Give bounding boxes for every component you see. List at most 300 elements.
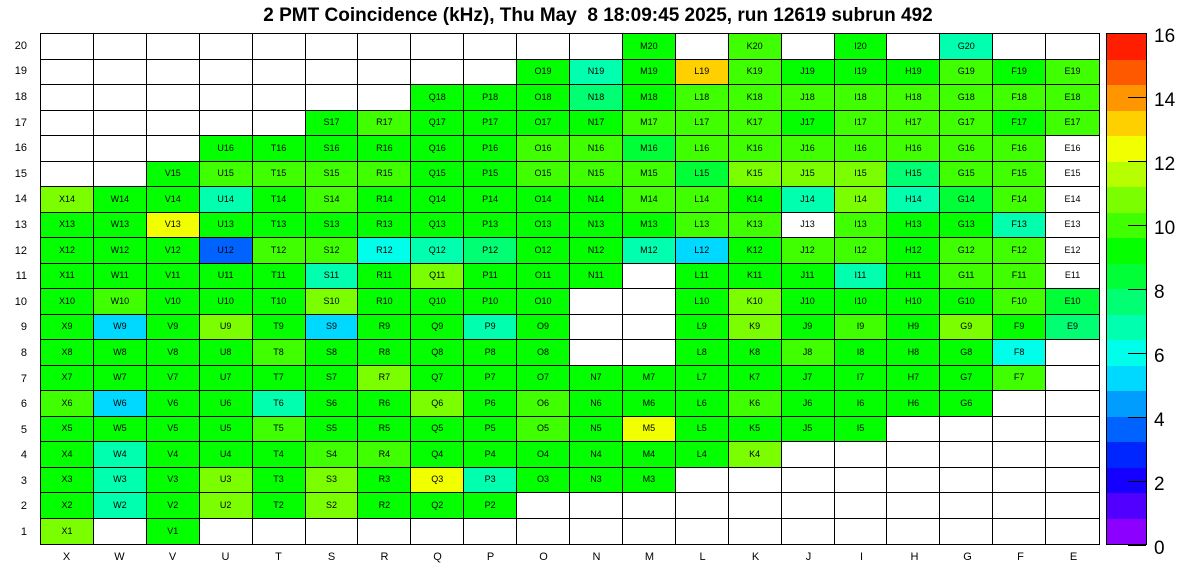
cell-H6: H6 [887, 391, 940, 417]
cell-K3 [729, 468, 782, 494]
cell-L14: L14 [676, 187, 729, 213]
x-axis-label-U: U [221, 551, 230, 563]
cell-J2 [782, 493, 835, 519]
cell-R8: R8 [358, 340, 411, 366]
cell-L13: L13 [676, 213, 729, 239]
cell-P16: P16 [464, 136, 517, 162]
cell-O20 [517, 34, 570, 60]
y-axis-label-3: 3 [20, 474, 27, 487]
cell-H4 [887, 442, 940, 468]
cell-E13: E13 [1046, 213, 1099, 239]
cell-J1 [782, 519, 835, 545]
colorbar-band-0 [1107, 519, 1146, 545]
cell-J11: J11 [782, 264, 835, 290]
cell-T9: T9 [253, 315, 306, 341]
colorbar-band-10 [1107, 264, 1146, 290]
cell-T2: T2 [253, 493, 306, 519]
cell-S6: S6 [306, 391, 359, 417]
cell-O19: O19 [517, 60, 570, 86]
cell-G6: G6 [940, 391, 993, 417]
cell-S17: S17 [306, 111, 359, 137]
colorbar-tick-label-10: 10 [1154, 218, 1176, 239]
cell-F14: F14 [993, 187, 1046, 213]
cell-K16: K16 [729, 136, 782, 162]
cell-X19 [41, 60, 94, 86]
cell-X16 [41, 136, 94, 162]
cell-R7: R7 [358, 366, 411, 392]
cell-I8: I8 [835, 340, 888, 366]
cell-M18: M18 [623, 85, 676, 111]
colorbar-band-11 [1107, 238, 1146, 264]
cell-V11: V11 [147, 264, 200, 290]
cell-E8 [1046, 340, 1099, 366]
cell-N3: N3 [570, 468, 623, 494]
cell-L16: L16 [676, 136, 729, 162]
cell-H13: H13 [887, 213, 940, 239]
cell-E1 [1046, 519, 1099, 545]
cell-K1 [729, 519, 782, 545]
cell-H17: H17 [887, 111, 940, 137]
cell-S8: S8 [306, 340, 359, 366]
cell-X9: X9 [41, 315, 94, 341]
cell-T17 [253, 111, 306, 137]
x-axis-label-G: G [963, 551, 972, 563]
cell-O16: O16 [517, 136, 570, 162]
cell-M9 [623, 315, 676, 341]
cell-H3 [887, 468, 940, 494]
colorbar-band-13 [1107, 187, 1146, 213]
cell-V1: V1 [147, 519, 200, 545]
cell-T3: T3 [253, 468, 306, 494]
colorbar-band-18 [1107, 60, 1146, 86]
cell-E19: E19 [1046, 60, 1099, 86]
cell-V17 [147, 111, 200, 137]
cell-S3: S3 [306, 468, 359, 494]
cell-M16: M16 [623, 136, 676, 162]
x-axis-label-Q: Q [433, 551, 442, 563]
y-axis-label-20: 20 [14, 39, 27, 52]
cell-I20: I20 [835, 34, 888, 60]
y-axis-label-9: 9 [20, 321, 27, 334]
cell-N18: N18 [570, 85, 623, 111]
x-axis-label-V: V [168, 551, 177, 563]
cell-S16: S16 [306, 136, 359, 162]
cell-G18: G18 [940, 85, 993, 111]
cell-S15: S15 [306, 162, 359, 188]
cell-W6: W6 [94, 391, 147, 417]
y-axis-label-13: 13 [14, 218, 27, 231]
cell-K4: K4 [729, 442, 782, 468]
cell-M20: M20 [623, 34, 676, 60]
cell-R18 [358, 85, 411, 111]
cell-K7: K7 [729, 366, 782, 392]
x-axis-label-H: H [910, 551, 919, 563]
cell-R17: R17 [358, 111, 411, 137]
cell-J13: J13 [782, 213, 835, 239]
colorbar-tick-label-0: 0 [1154, 538, 1165, 559]
cell-R6: R6 [358, 391, 411, 417]
cell-P10: P10 [464, 289, 517, 315]
cell-N2 [570, 493, 623, 519]
cell-R19 [358, 60, 411, 86]
cell-X2: X2 [41, 493, 94, 519]
cell-T14: T14 [253, 187, 306, 213]
cell-L6: L6 [676, 391, 729, 417]
x-axis-label-E: E [1069, 551, 1078, 563]
cell-O2 [517, 493, 570, 519]
cell-P7: P7 [464, 366, 517, 392]
cell-F7: F7 [993, 366, 1046, 392]
cell-J17: J17 [782, 111, 835, 137]
cell-K12: K12 [729, 238, 782, 264]
cell-S5: S5 [306, 417, 359, 443]
cell-V7: V7 [147, 366, 200, 392]
cell-H1 [887, 519, 940, 545]
cell-W7: W7 [94, 366, 147, 392]
cell-T7: T7 [253, 366, 306, 392]
colorbar-tick-label-6: 6 [1154, 346, 1165, 367]
cell-V18 [147, 85, 200, 111]
cell-V9: V9 [147, 315, 200, 341]
cell-Q10: Q10 [411, 289, 464, 315]
cell-N9 [570, 315, 623, 341]
cell-O6: O6 [517, 391, 570, 417]
cell-V6: V6 [147, 391, 200, 417]
cell-P18: P18 [464, 85, 517, 111]
cell-O4: O4 [517, 442, 570, 468]
cell-U2: U2 [200, 493, 253, 519]
cell-G7: G7 [940, 366, 993, 392]
x-axis-label-N: N [592, 551, 601, 563]
cell-Q15: Q15 [411, 162, 464, 188]
cell-E17: E17 [1046, 111, 1099, 137]
colorbar-band-4 [1107, 417, 1146, 443]
cell-K20: K20 [729, 34, 782, 60]
cell-J7: J7 [782, 366, 835, 392]
cell-W19 [94, 60, 147, 86]
colorbar-tick-2 [1128, 481, 1146, 482]
cell-Q13: Q13 [411, 213, 464, 239]
cell-X3: X3 [41, 468, 94, 494]
cell-I6: I6 [835, 391, 888, 417]
cell-S18 [306, 85, 359, 111]
cell-M8 [623, 340, 676, 366]
cell-F3 [993, 468, 1046, 494]
cell-H18: H18 [887, 85, 940, 111]
cell-P14: P14 [464, 187, 517, 213]
cell-L18: L18 [676, 85, 729, 111]
cell-J20 [782, 34, 835, 60]
cell-Q2: Q2 [411, 493, 464, 519]
cell-K14: K14 [729, 187, 782, 213]
cell-S20 [306, 34, 359, 60]
cell-J6: J6 [782, 391, 835, 417]
cell-X4: X4 [41, 442, 94, 468]
cell-P19 [464, 60, 517, 86]
cell-Q14: Q14 [411, 187, 464, 213]
cell-Q1 [411, 519, 464, 545]
cell-W20 [94, 34, 147, 60]
x-axis-label-W: W [114, 551, 125, 563]
cell-N16: N16 [570, 136, 623, 162]
colorbar-tick-0 [1128, 545, 1146, 546]
cell-I3 [835, 468, 888, 494]
cell-J9: J9 [782, 315, 835, 341]
cell-T19 [253, 60, 306, 86]
cell-E11: E11 [1046, 264, 1099, 290]
cell-O17: O17 [517, 111, 570, 137]
colorbar-tick-12 [1128, 161, 1146, 162]
cell-N1 [570, 519, 623, 545]
cell-J14: J14 [782, 187, 835, 213]
cell-P11: P11 [464, 264, 517, 290]
cell-Q8: Q8 [411, 340, 464, 366]
cell-J12: J12 [782, 238, 835, 264]
cell-M15: M15 [623, 162, 676, 188]
cell-W16 [94, 136, 147, 162]
cell-T5: T5 [253, 417, 306, 443]
y-axis-label-6: 6 [20, 398, 27, 411]
cell-W4: W4 [94, 442, 147, 468]
cell-I10: I10 [835, 289, 888, 315]
cell-Q4: Q4 [411, 442, 464, 468]
cell-H9: H9 [887, 315, 940, 341]
cell-S13: S13 [306, 213, 359, 239]
cell-N20 [570, 34, 623, 60]
cell-F8: F8 [993, 340, 1046, 366]
cell-U7: U7 [200, 366, 253, 392]
cell-P13: P13 [464, 213, 517, 239]
x-axis-label-T: T [275, 551, 282, 563]
cell-I14: I14 [835, 187, 888, 213]
cell-L2 [676, 493, 729, 519]
cell-F2 [993, 493, 1046, 519]
cell-X20 [41, 34, 94, 60]
cell-F9: F9 [993, 315, 1046, 341]
cell-P1 [464, 519, 517, 545]
cell-W15 [94, 162, 147, 188]
y-axis-label-17: 17 [14, 116, 27, 129]
colorbar-tick-label-2: 2 [1154, 474, 1165, 495]
cell-R1 [358, 519, 411, 545]
cell-E4 [1046, 442, 1099, 468]
cell-N19: N19 [570, 60, 623, 86]
x-axis-label-J: J [805, 551, 812, 563]
cell-F13: F13 [993, 213, 1046, 239]
cell-O14: O14 [517, 187, 570, 213]
cell-G2 [940, 493, 993, 519]
cell-S1 [306, 519, 359, 545]
cell-P15: P15 [464, 162, 517, 188]
cell-X5: X5 [41, 417, 94, 443]
cell-M7: M7 [623, 366, 676, 392]
cell-I19: I19 [835, 60, 888, 86]
cell-X10: X10 [41, 289, 94, 315]
cell-M14: M14 [623, 187, 676, 213]
cell-O8: O8 [517, 340, 570, 366]
colorbar-band-1 [1107, 493, 1146, 519]
cell-Q9: Q9 [411, 315, 464, 341]
cell-I17: I17 [835, 111, 888, 137]
cell-J16: J16 [782, 136, 835, 162]
cell-S2: S2 [306, 493, 359, 519]
cell-U14: U14 [200, 187, 253, 213]
y-axis-label-14: 14 [14, 193, 27, 206]
cell-P5: P5 [464, 417, 517, 443]
colorbar-tick-label-12: 12 [1154, 154, 1176, 175]
colorbar-tick-16 [1128, 33, 1146, 34]
colorbar-tick-6 [1128, 353, 1146, 354]
cell-K15: K15 [729, 162, 782, 188]
colorbar-tick-14 [1128, 97, 1146, 98]
cell-L15: L15 [676, 162, 729, 188]
cell-L11: L11 [676, 264, 729, 290]
cell-P4: P4 [464, 442, 517, 468]
cell-O3: O3 [517, 468, 570, 494]
cell-G10: G10 [940, 289, 993, 315]
cell-P20 [464, 34, 517, 60]
cell-M13: M13 [623, 213, 676, 239]
y-axis-label-5: 5 [20, 423, 27, 436]
cell-Q20 [411, 34, 464, 60]
cell-V2: V2 [147, 493, 200, 519]
y-axis-label-2: 2 [20, 500, 27, 513]
cell-U16: U16 [200, 136, 253, 162]
cell-F4 [993, 442, 1046, 468]
cell-G15: G15 [940, 162, 993, 188]
cell-J19: J19 [782, 60, 835, 86]
cell-N8 [570, 340, 623, 366]
cell-F18: F18 [993, 85, 1046, 111]
cell-O5: O5 [517, 417, 570, 443]
cell-U6: U6 [200, 391, 253, 417]
y-axis-label-11: 11 [15, 270, 27, 283]
colorbar-tick-label-14: 14 [1154, 90, 1176, 111]
cell-L19: L19 [676, 60, 729, 86]
cell-Q18: Q18 [411, 85, 464, 111]
x-axis-labels [40, 547, 1100, 567]
cell-N13: N13 [570, 213, 623, 239]
cell-T1 [253, 519, 306, 545]
cell-J3 [782, 468, 835, 494]
cell-I13: I13 [835, 213, 888, 239]
cell-F17: F17 [993, 111, 1046, 137]
cell-W3: W3 [94, 468, 147, 494]
cell-L9: L9 [676, 315, 729, 341]
y-axis-label-18: 18 [14, 90, 27, 103]
cell-S11: S11 [306, 264, 359, 290]
cell-M12: M12 [623, 238, 676, 264]
x-axis-label-R: R [380, 551, 389, 563]
cell-K8: K8 [729, 340, 782, 366]
cell-L10: L10 [676, 289, 729, 315]
cell-Q6: Q6 [411, 391, 464, 417]
cell-Q3: Q3 [411, 468, 464, 494]
cell-K9: K9 [729, 315, 782, 341]
cell-V12: V12 [147, 238, 200, 264]
cell-T8: T8 [253, 340, 306, 366]
cell-R12: R12 [358, 238, 411, 264]
cell-J5: J5 [782, 417, 835, 443]
cell-K6: K6 [729, 391, 782, 417]
cell-N5: N5 [570, 417, 623, 443]
cell-E7 [1046, 366, 1099, 392]
cell-H12: H12 [887, 238, 940, 264]
cell-J18: J18 [782, 85, 835, 111]
cell-V15: V15 [147, 162, 200, 188]
cell-O9: O9 [517, 315, 570, 341]
cell-U8: U8 [200, 340, 253, 366]
cell-E5 [1046, 417, 1099, 443]
cell-H10: H10 [887, 289, 940, 315]
cell-M3: M3 [623, 468, 676, 494]
cell-L1 [676, 519, 729, 545]
cell-J15: J15 [782, 162, 835, 188]
colorbar-band-3 [1107, 442, 1146, 468]
cell-S9: S9 [306, 315, 359, 341]
cell-M4: M4 [623, 442, 676, 468]
colorbar-tick-8 [1128, 289, 1146, 290]
cell-S4: S4 [306, 442, 359, 468]
cell-V20 [147, 34, 200, 60]
cell-M19: M19 [623, 60, 676, 86]
cell-W8: W8 [94, 340, 147, 366]
cell-S19 [306, 60, 359, 86]
heatmap-grid [40, 33, 1100, 545]
cell-F10: F10 [993, 289, 1046, 315]
cell-H19: H19 [887, 60, 940, 86]
cell-W12: W12 [94, 238, 147, 264]
cell-I1 [835, 519, 888, 545]
cell-I16: I16 [835, 136, 888, 162]
cell-R16: R16 [358, 136, 411, 162]
colorbar-tick-label-8: 8 [1154, 282, 1165, 303]
chart-title: 2 PMT Coincidence (kHz), Thu May 8 18:09:45 2025, run 12619 subrun 492 [263, 5, 933, 26]
cell-G20: G20 [940, 34, 993, 60]
cell-V3: V3 [147, 468, 200, 494]
y-axis-label-4: 4 [20, 449, 27, 462]
cell-W11: W11 [94, 264, 147, 290]
cell-U11: U11 [200, 264, 253, 290]
cell-P2: P2 [464, 493, 517, 519]
cell-E12: E12 [1046, 238, 1099, 264]
cell-L7: L7 [676, 366, 729, 392]
cell-E14: E14 [1046, 187, 1099, 213]
cell-J10: J10 [782, 289, 835, 315]
cell-U1 [200, 519, 253, 545]
cell-Q16: Q16 [411, 136, 464, 162]
cell-T13: T13 [253, 213, 306, 239]
cell-S7: S7 [306, 366, 359, 392]
cell-F6 [993, 391, 1046, 417]
cell-U18 [200, 85, 253, 111]
cell-F5 [993, 417, 1046, 443]
cell-T15: T15 [253, 162, 306, 188]
cell-K13: K13 [729, 213, 782, 239]
cell-F12: F12 [993, 238, 1046, 264]
cell-J4 [782, 442, 835, 468]
cell-E6 [1046, 391, 1099, 417]
cell-H20 [887, 34, 940, 60]
colorbar-band-15 [1107, 136, 1146, 162]
colorbar-tick-label-16: 16 [1154, 26, 1176, 47]
cell-O15: O15 [517, 162, 570, 188]
cell-G17: G17 [940, 111, 993, 137]
cell-H2 [887, 493, 940, 519]
cell-R11: R11 [358, 264, 411, 290]
cell-O12: O12 [517, 238, 570, 264]
cell-E20 [1046, 34, 1099, 60]
